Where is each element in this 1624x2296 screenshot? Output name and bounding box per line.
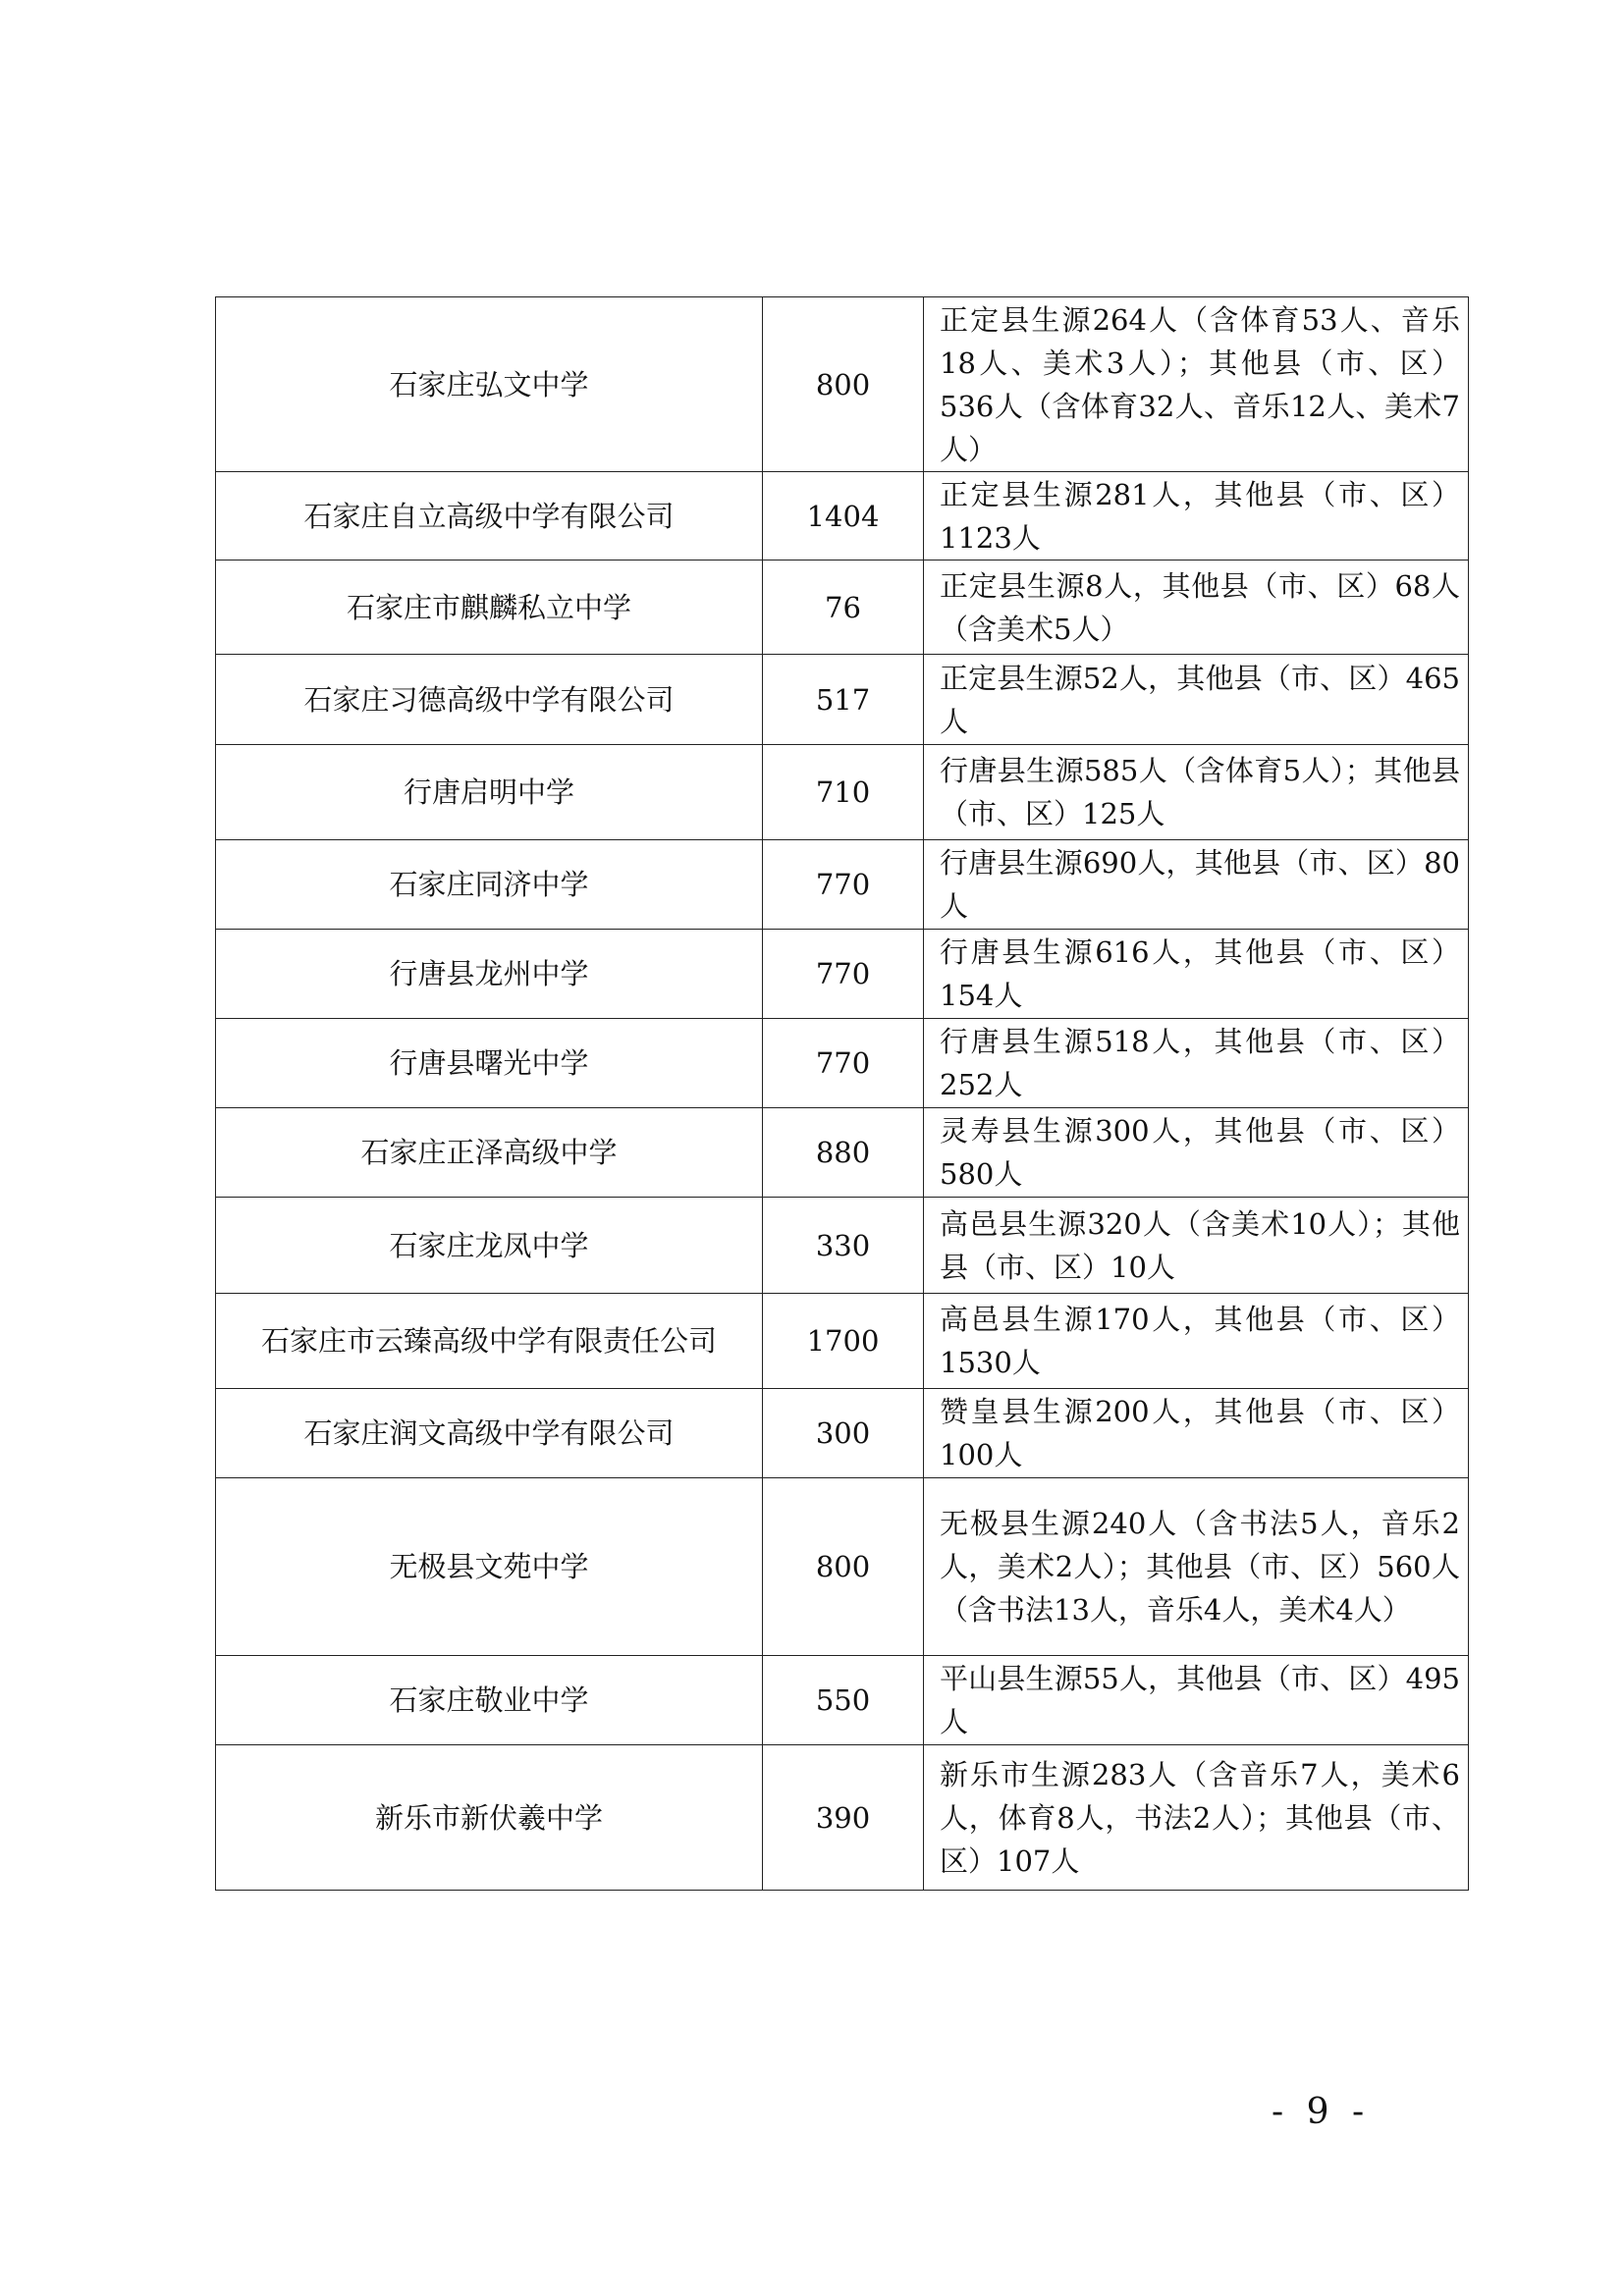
quota-cell: 710	[763, 745, 924, 840]
quota-cell: 770	[763, 930, 924, 1019]
source-detail-cell: 灵寿县生源300人，其他县（市、区）580人	[924, 1108, 1469, 1198]
table-row	[216, 745, 1469, 840]
quota-cell: 800	[763, 1478, 924, 1656]
school-name-cell: 石家庄弘文中学	[216, 297, 763, 472]
table-row	[216, 655, 1469, 745]
table-row	[216, 561, 1469, 655]
source-detail-cell: 新乐市生源283人（含音乐7人，美术6人，体育8人，书法2人）；其他县（市、区）107人	[924, 1745, 1469, 1891]
school-name-cell: 行唐县曙光中学	[216, 1019, 763, 1108]
page-number: - 9 -	[1272, 2092, 1371, 2132]
quota-cell: 800	[763, 297, 924, 472]
source-detail-cell: 正定县生源8人，其他县（市、区）68人（含美术5人）	[924, 561, 1469, 655]
table-row	[216, 1656, 1469, 1745]
quota-cell: 880	[763, 1108, 924, 1198]
quota-cell: 770	[763, 840, 924, 930]
quota-cell: 300	[763, 1389, 924, 1478]
table-row	[216, 297, 1469, 472]
quota-cell: 1700	[763, 1294, 924, 1389]
enrollment-table-body	[216, 297, 1469, 1891]
table-row	[216, 1108, 1469, 1198]
table-row	[216, 1294, 1469, 1389]
school-name-cell: 无极县文苑中学	[216, 1478, 763, 1656]
source-detail-cell: 行唐县生源616人，其他县（市、区）154人	[924, 930, 1469, 1019]
table-row	[216, 1019, 1469, 1108]
table-row	[216, 1478, 1469, 1656]
school-name-cell: 石家庄市云臻高级中学有限责任公司	[216, 1294, 763, 1389]
table-row	[216, 930, 1469, 1019]
school-name-cell: 石家庄同济中学	[216, 840, 763, 930]
quota-cell: 76	[763, 561, 924, 655]
quota-cell: 1404	[763, 472, 924, 561]
table-row	[216, 1745, 1469, 1891]
quota-cell: 550	[763, 1656, 924, 1745]
source-detail-cell: 行唐县生源585人（含体育5人）；其他县（市、区）125人	[924, 745, 1469, 840]
source-detail-cell: 正定县生源264人（含体育53人、音乐18人、美术3人）；其他县（市、区） 536人（含体育32人、音乐12人、美术7人）	[924, 297, 1469, 472]
enrollment-table	[215, 296, 1469, 1891]
source-detail-cell: 平山县生源55人，其他县（市、区）495人	[924, 1656, 1469, 1745]
quota-cell: 517	[763, 655, 924, 745]
source-detail-cell: 行唐县生源690人，其他县（市、区）80人	[924, 840, 1469, 930]
school-name-cell: 石家庄自立高级中学有限公司	[216, 472, 763, 561]
school-name-cell: 石家庄敬业中学	[216, 1656, 763, 1745]
source-detail-cell: 无极县生源240人（含书法5人，音乐2人，美术2人）；其他县（市、区）560人（含书法13人，音乐4人，美术4人）	[924, 1478, 1469, 1656]
quota-cell: 390	[763, 1745, 924, 1891]
school-name-cell: 石家庄习德高级中学有限公司	[216, 655, 763, 745]
source-detail-cell: 赞皇县生源200人，其他县（市、区）100人	[924, 1389, 1469, 1478]
school-name-cell: 石家庄龙凤中学	[216, 1198, 763, 1294]
source-detail-cell: 正定县生源281人，其他县（市、区）1123人	[924, 472, 1469, 561]
school-name-cell: 石家庄润文高级中学有限公司	[216, 1389, 763, 1478]
quota-cell: 330	[763, 1198, 924, 1294]
school-name-cell: 石家庄市麒麟私立中学	[216, 561, 763, 655]
school-name-cell: 行唐县龙州中学	[216, 930, 763, 1019]
source-detail-cell: 高邑县生源170人，其他县（市、区）1530人	[924, 1294, 1469, 1389]
table-row	[216, 1198, 1469, 1294]
table-row	[216, 472, 1469, 561]
school-name-cell: 石家庄正泽高级中学	[216, 1108, 763, 1198]
quota-cell: 770	[763, 1019, 924, 1108]
school-name-cell: 新乐市新伏羲中学	[216, 1745, 763, 1891]
source-detail-cell: 行唐县生源518人，其他县（市、区）252人	[924, 1019, 1469, 1108]
source-detail-cell: 高邑县生源320人（含美术10人）；其他县（市、区）10人	[924, 1198, 1469, 1294]
table-row	[216, 1389, 1469, 1478]
table-row	[216, 840, 1469, 930]
source-detail-cell: 正定县生源52人，其他县（市、区）465人	[924, 655, 1469, 745]
school-name-cell: 行唐启明中学	[216, 745, 763, 840]
